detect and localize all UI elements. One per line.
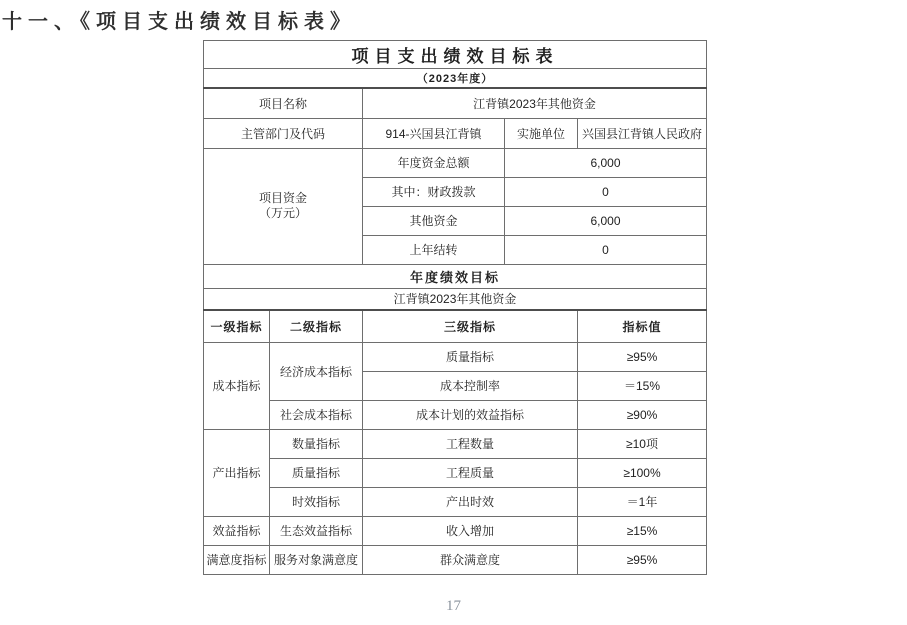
indicator-header-l3: 三级指标: [363, 310, 578, 342]
indicator-l2: 质量指标: [270, 458, 363, 487]
implementer-label: 实施单位: [505, 118, 578, 148]
annual-target-header: 年度绩效目标: [204, 264, 707, 288]
funds-row-value: 6,000: [505, 206, 707, 235]
indicator-header-value: 指标值: [578, 310, 707, 342]
indicator-header-l2: 二级指标: [270, 310, 363, 342]
department-label: 主管部门及代码: [204, 118, 363, 148]
page-number: 17: [446, 598, 461, 614]
implementer-value: 兴国县江背镇人民政府: [578, 118, 707, 148]
indicator-l3: 收入增加: [363, 516, 578, 545]
funds-label: [204, 148, 363, 264]
indicator-value: ＝15%: [578, 371, 707, 400]
indicator-l3: 成本计划的效益指标: [363, 400, 578, 429]
table-title: 项目支出绩效目标表: [204, 41, 707, 69]
indicator-l3: 产出时效: [363, 487, 578, 516]
indicator-l3: 成本控制率: [363, 371, 578, 400]
indicator-l2: 生态效益指标: [270, 516, 363, 545]
indicator-l2: 经济成本指标: [270, 342, 363, 400]
indicator-l1: 产出指标: [204, 429, 270, 516]
indicator-l1: 效益指标: [204, 516, 270, 545]
funds-row-value: 0: [505, 177, 707, 206]
project-name-label: 项目名称: [204, 88, 363, 118]
department-value: 914-兴国县江背镇: [363, 118, 505, 148]
indicator-l3: 质量指标: [363, 342, 578, 371]
indicator-l1: 满意度指标: [204, 545, 270, 574]
indicator-value: ≥10项: [578, 429, 707, 458]
performance-target-table: [203, 40, 707, 575]
indicator-l2: 时效指标: [270, 487, 363, 516]
table-year: （2023年度）: [204, 69, 707, 89]
funds-row-value: 6,000: [505, 148, 707, 177]
funds-row-label: 其中：财政拨款: [363, 177, 505, 206]
funds-row-label: 上年结转: [363, 235, 505, 264]
indicator-value: ＝1年: [578, 487, 707, 516]
funds-label-line1: 项目资金: [258, 191, 307, 205]
indicator-l2: 数量指标: [270, 429, 363, 458]
indicator-l2: 服务对象满意度: [270, 545, 363, 574]
indicator-value: ≥95%: [578, 545, 707, 574]
indicator-value: ≥95%: [578, 342, 707, 371]
funds-row-value: 0: [505, 235, 707, 264]
annual-target-value: 江背镇2023年其他资金: [204, 288, 707, 310]
indicator-value: ≥15%: [578, 516, 707, 545]
project-name-value: 江背镇2023年其他资金: [363, 88, 707, 118]
funds-label-line2: （万元）: [258, 206, 307, 220]
indicator-l3: 工程数量: [363, 429, 578, 458]
indicator-l1: 成本指标: [204, 342, 270, 429]
document-heading: 十一、《项目支出绩效目标表》: [2, 11, 356, 33]
indicator-l3: 群众满意度: [363, 545, 578, 574]
indicator-value: ≥100%: [578, 458, 707, 487]
indicator-value: ≥90%: [578, 400, 707, 429]
indicator-l3: 工程质量: [363, 458, 578, 487]
indicator-l2: 社会成本指标: [270, 400, 363, 429]
funds-row-label: 年度资金总额: [363, 148, 505, 177]
funds-row-label: 其他资金: [363, 206, 505, 235]
indicator-header-l1: 一级指标: [204, 310, 270, 342]
